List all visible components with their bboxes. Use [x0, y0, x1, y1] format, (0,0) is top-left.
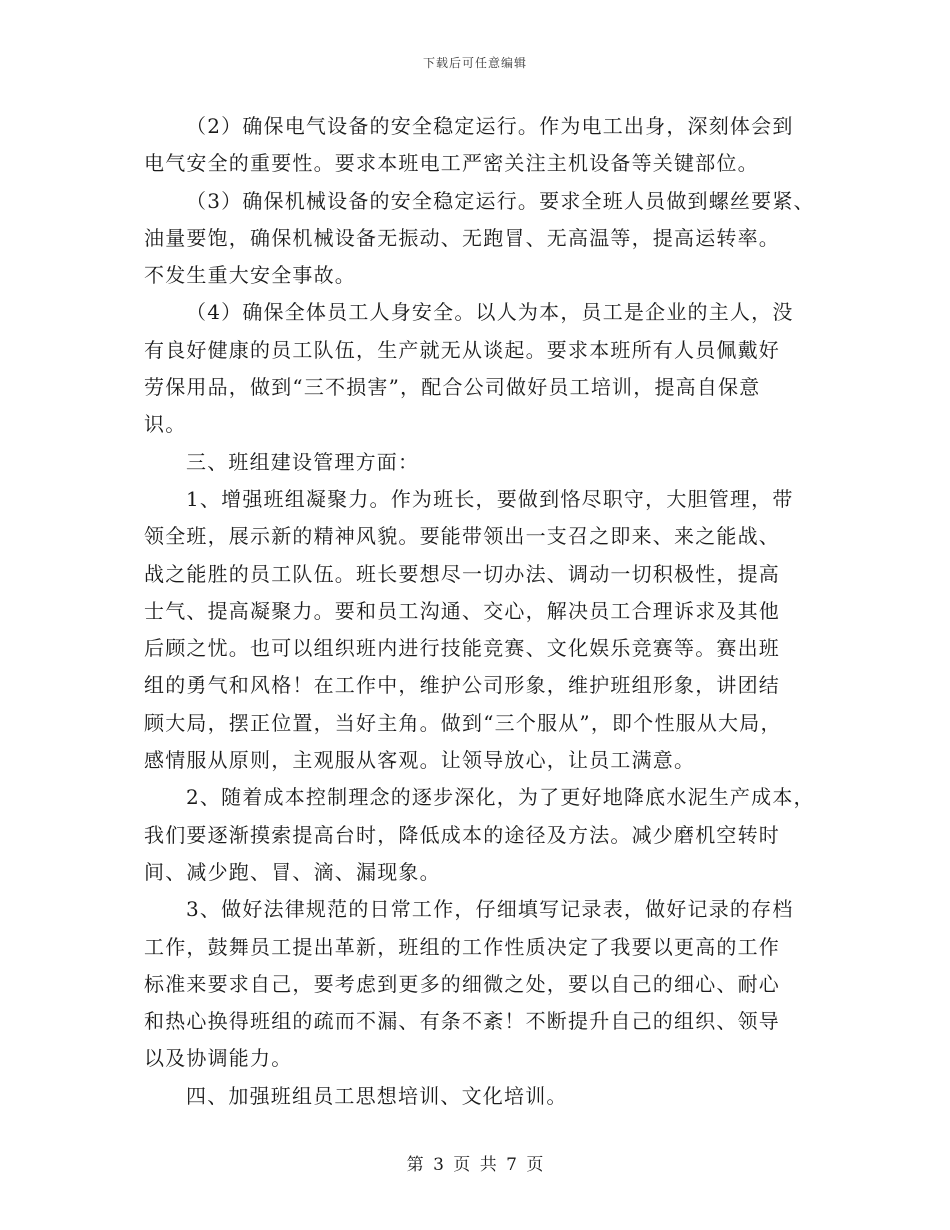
text-line: 1、增强班组凝聚力。作为班长，要做到恪尽职守，大胆管理，带	[186, 486, 794, 511]
text-line: 感情服从原则，主观服从客观。让领导放心，让员工满意。	[144, 748, 696, 773]
text-line: 三、班组建设管理方面：	[186, 449, 420, 474]
text-line: 我们要逐渐摸索提高台时，降低成本的途径及方法。减少磨机空转时	[144, 822, 780, 847]
text-line: 战之能胜的员工队伍。班长要想尽一切办法、调动一切积极性，提高	[144, 561, 780, 586]
text-line: 工作，鼓舞员工提出革新，班组的工作性质决定了我要以更高的工作	[144, 934, 780, 959]
text-line: 标准来要求自己，要考虑到更多的细微之处，要以自己的细心、耐心	[144, 971, 780, 996]
text-line: 2、随着成本控制理念的逐步深化，为了更好地降底水泥生产成本，	[186, 785, 815, 810]
text-line: 以及协调能力。	[144, 1046, 293, 1071]
text-line: 和热心换得班组的疏而不漏、有条不紊！不断提升自己的组织、领导	[144, 1009, 780, 1034]
header-note: 下载后可任意编辑	[422, 56, 527, 70]
text-line: 油量要饱，确保机械设备无振动、无跑冒、无高温等，提高运转率。	[144, 225, 780, 250]
text-line: 顾大局，摆正位置，当好主角。做到“三个服从”，即个性服从大局，	[144, 710, 782, 735]
text-line: 有良好健康的员工队伍，生产就无从谈起。要求本班所有人员佩戴好	[144, 337, 780, 362]
page-number-footer: 第 3 页 共 7 页	[406, 1155, 544, 1175]
text-line: 士气、提高凝聚力。要和员工沟通、交心，解决员工合理诉求及其他	[144, 598, 780, 623]
text-line: 不发生重大安全事故。	[144, 263, 356, 288]
text-line: （2）确保电气设备的安全稳定运行。作为电工出身，深刻体会到	[186, 114, 794, 138]
text-line: （4）确保全体员工人身安全。以人为本，员工是企业的主人，没	[186, 300, 794, 325]
text-line: 领全班，展示新的精神风貌。要能带领出一支召之即来、来之能战、	[144, 524, 780, 549]
text-line: 四、加强班组员工思想培训、文化培训。	[186, 1083, 568, 1108]
text-line: 电气安全的重要性。要求本班电工严密关注主机设备等关键部位。	[144, 151, 759, 176]
text-line: 后顾之忧。也可以组织班内进行技能竞赛、文化娱乐竞赛等。赛出班	[144, 636, 780, 661]
text-line: 劳保用品，做到“三不损害”，配合公司做好员工培训，提高自保意	[144, 375, 761, 400]
text-line: 3、做好法律规范的日常工作，仔细填写记录表，做好记录的存档	[186, 897, 794, 922]
document-body	[144, 108, 828, 1115]
text-line: （3）确保机械设备的安全稳定运行。要求全班人员做到螺丝要紧、	[186, 188, 815, 213]
text-line: 间、减少跑、冒、滴、漏现象。	[144, 859, 441, 884]
text-line: 识。	[144, 412, 187, 437]
text-line: 组的勇气和风格！在工作中，维护公司形象，维护班组形象，讲团结	[144, 673, 780, 698]
